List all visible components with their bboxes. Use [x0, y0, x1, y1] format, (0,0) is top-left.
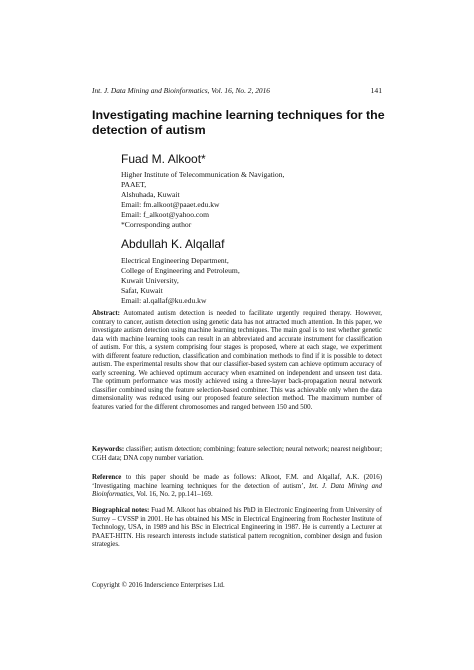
affiliation-line: PAAET,	[121, 180, 147, 190]
abstract-label: Abstract:	[92, 310, 120, 317]
corresponding-author-note: *Corresponding author	[121, 220, 192, 230]
author-affiliation-2	[121, 256, 391, 306]
abstract-text: Automated autism detection is needed to facilitate urgently required therapy. However, contrary to cancer, autism detection using genetic data has not attracted much attention. In this paper, we investigate autism detection using machine learning techniques. The main goal is to test whether genetic data with machine learning tools can result in an abbreviated and accurate instrument for classification of autism. For this, a system comprising four stages is proposed, where at each stage, we experiment with different feature reduction, classification and combination methods to find if it is possible to detect autism. The experimental results show that our classifier-based system can achieve optimum accuracy of early screening. We achieved optimum accuracy when examined on independent and unseen test data. The optimum performance was mostly achieved using a three-layer back-propagation neural network classifier combined using the feature selection-based combiner. This was achievable only when the data dimensionality was reduced using our proposed feature selection method. The maximum number of features varied for the different chromosomes and ranged between 150 and 500.	[92, 310, 382, 412]
page-number: 141	[370, 86, 382, 95]
affiliation-line: Kuwait University,	[121, 276, 179, 286]
email-line: Email: fm.alkoot@paaet.edu.kw	[121, 200, 220, 210]
affiliation-line: College of Engineering and Petroleum,	[121, 266, 240, 276]
email-line: Email: al.qallaf@ku.edu.kw	[121, 296, 207, 306]
journal-header: Int. J. Data Mining and Bioinformatics, Vol. 16, No. 2, 2016	[92, 86, 270, 95]
reference-citation-tail: , Vol. 16, No. 2, pp.141–169.	[132, 491, 213, 499]
affiliation-line: Alshuhada, Kuwait	[121, 190, 180, 200]
reference-journal: Int. J. Data Mining and Bioinformatics	[92, 482, 382, 499]
biographical-notes	[92, 507, 382, 550]
email-line: Email: f_alkoot@yahoo.com	[121, 210, 209, 220]
reference	[92, 474, 382, 500]
keywords-label: Keywords:	[92, 446, 125, 453]
affiliation-line: Higher Institute of Telecommunication & Navigation,	[121, 170, 285, 179]
affiliation-line: Electrical Engineering Department,	[121, 256, 229, 265]
author-name-1: Fuad M. Alkoot*	[121, 152, 206, 166]
bio-text: Fuad M. Alkoot has obtained his PhD in Electronic Engineering from University of Surrey – CVSSP in 2001. He has obtained his MSc in Electrical Engineering from Rochester Institute of Technology, USA, in 1989 and his BSc in Electrical Engineering in 1987. He is currently a Lecturer at PAAET-HITN. His research interests include statistical pattern recognition, combiner design and fusion strategies.	[92, 507, 383, 549]
author-affiliation-1	[121, 170, 391, 231]
author-name-2: Abdullah K. Alqallaf	[121, 237, 225, 251]
copyright-notice: Copyright © 2016 Inderscience Enterprises Ltd.	[92, 582, 225, 589]
keywords-text: classifier; autism detection; combining; feature selection; neural network; nearest neighbour; CGH data; DNA copy number variation.	[92, 446, 382, 462]
paper-title: Investigating machine learning techniques for the detection of autism	[92, 108, 385, 137]
reference-label: Reference	[92, 474, 122, 481]
bio-label: Biographical notes:	[92, 507, 150, 514]
affiliation-line: Safat, Kuwait	[121, 286, 163, 296]
keywords	[92, 446, 382, 463]
reference-text: to this paper should be made as follows: Alkoot, F.M. and Alqallaf, A.K. (2016) ‘Investigating machine learning techniques for the detection of autism’,	[92, 474, 382, 490]
abstract	[92, 310, 382, 413]
